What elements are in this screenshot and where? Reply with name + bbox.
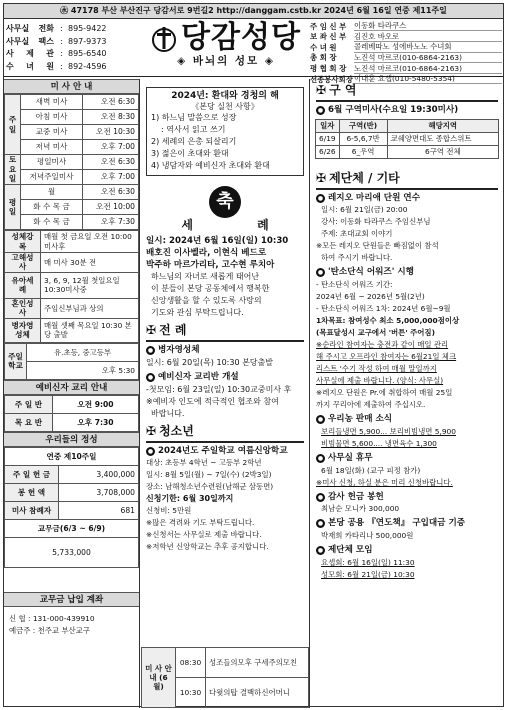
item-title: ● 예비신자 교리반 개설 bbox=[147, 371, 239, 382]
stat-value: 681 bbox=[59, 501, 139, 519]
table-row bbox=[5, 413, 139, 431]
staff-value: 김진호 바오로 bbox=[354, 32, 502, 42]
bullet-icon: ● bbox=[317, 547, 324, 554]
contact-value: 897-9373 bbox=[68, 36, 107, 46]
pre-table bbox=[4, 395, 139, 432]
stat-label: 미사 참례자 bbox=[5, 501, 59, 519]
liturgy-heading: ✠ 전 례 bbox=[146, 323, 187, 338]
cross-icon: ✠ bbox=[146, 423, 157, 438]
mass-name: 평일미사 bbox=[21, 155, 83, 170]
item-line: -첫모임: 6월 23일(일) 10:30교중미사 후 bbox=[146, 384, 292, 394]
mass-group: 주일 bbox=[5, 95, 21, 155]
theme-box bbox=[146, 87, 304, 176]
youth-line: 신청기한: 6월 30일까지 bbox=[146, 494, 234, 504]
table-row bbox=[5, 110, 139, 125]
sacrament-table bbox=[4, 230, 139, 343]
school-name: 유.초등, 중고등부 bbox=[27, 343, 139, 361]
staff-list bbox=[310, 21, 502, 85]
item-line: 바랍니다. bbox=[151, 408, 185, 418]
right-column bbox=[311, 79, 503, 708]
table-row bbox=[5, 125, 139, 140]
item-title: ● 감사 헌금 봉헌 bbox=[317, 491, 384, 502]
mass-time: 오전 6:30 bbox=[83, 155, 139, 170]
table-row bbox=[5, 343, 139, 361]
table-row bbox=[5, 483, 139, 501]
mass-time: 오전 8:30 bbox=[83, 110, 139, 125]
bullet-icon: ● bbox=[317, 520, 324, 528]
mass-group: 평일 bbox=[5, 185, 21, 230]
item-line: 비빔물면 5,600.... 냉면육수 1,300 bbox=[321, 438, 437, 448]
contact-label: 사무실 전화 bbox=[6, 24, 54, 34]
theme-item: 3) 젊은이 초대와 환대 bbox=[151, 149, 229, 159]
area-head: 일자 bbox=[316, 119, 340, 132]
item-line: 보리들냉면 5,900... 보리비빔냉면 5,900 bbox=[321, 426, 456, 436]
bank-title: 교무금 납입 계좌 bbox=[4, 592, 139, 607]
mass-table bbox=[4, 94, 139, 230]
table-row bbox=[5, 140, 139, 155]
address-bar: ㊌ 47178 부산 부산진구 당감서로 9번길2 http://danggam.cstb.kr 2024년 6월 16일 연중 제11주일 bbox=[4, 4, 503, 19]
staff-label: 선종봉사회장 bbox=[310, 74, 353, 84]
groups-heading: ✠ 제단체 / 기타 bbox=[316, 170, 400, 185]
contacts: 사무실 전화 : 895-9422 사무실 팩스 : 897-9373 사 제 관 : 895-6540 수 녀 원 : 892-4596 bbox=[6, 24, 107, 71]
baptism-note: 하느님의 자녀로 새롭게 태어난 bbox=[151, 272, 260, 282]
sacrament-value: 매월 셋째 목요일 10:30 본당 출발 bbox=[41, 318, 139, 342]
youth-line: ※많은 격려와 기도 부탁드립니다. bbox=[146, 518, 255, 528]
table-row bbox=[5, 253, 139, 273]
table-row bbox=[5, 395, 139, 413]
item-line: - 탄소단식 어워즈 기간: bbox=[316, 280, 393, 290]
youth-line: 신청비: 5만원 bbox=[146, 506, 192, 516]
mass-time: 오전 10:30 bbox=[83, 125, 139, 140]
contact-label: 사 제 관 bbox=[6, 49, 54, 59]
area-cell: 6_우역 bbox=[339, 145, 387, 158]
item-line: 일시: 6월 20일(목) 10:30 본당출발 bbox=[146, 357, 273, 367]
table-row bbox=[5, 447, 139, 465]
item-line: 1차목표: 참여성수 최소 5,000,000점이상 bbox=[316, 316, 460, 326]
left-column bbox=[4, 79, 140, 708]
item-line: 해 주시고 오프라인 참여자는 6월21일 체크 bbox=[316, 352, 457, 362]
table-row bbox=[5, 537, 139, 567]
area-cell: 6/19 bbox=[316, 132, 340, 145]
youth-line: 장소: 남해청소년수련원(남해군 삼동면) bbox=[146, 482, 274, 492]
youth-heading: ✠ 청소년 bbox=[146, 423, 194, 438]
parish-title: 당감성당 bbox=[146, 21, 306, 55]
mass-name: 저녁 미사 bbox=[21, 140, 83, 155]
youth-line: ※신청서는 사무실로 제출 바랍니다. bbox=[146, 530, 262, 540]
mass-intention-table bbox=[141, 647, 309, 708]
area-cell: 쿄쉐양면대도 종합스위트 bbox=[387, 132, 498, 145]
title-block bbox=[146, 21, 306, 75]
sacrament-name: 성체강복 bbox=[5, 231, 41, 253]
school-time: 오후 5:30 bbox=[27, 361, 139, 379]
monthly-label: 교무금(6/3 ~ 6/9) bbox=[5, 519, 139, 537]
stat-label: 봉 헌 액 bbox=[5, 483, 59, 501]
middle-column bbox=[141, 79, 310, 708]
staff-value: 노진석 마르코(010-6864-2163) bbox=[354, 53, 502, 63]
baptism-line: 배호진 이사벨라, 이현식 베드로 bbox=[146, 248, 267, 259]
table-row bbox=[5, 185, 139, 200]
item-line: ※순라인 참여자는 충전과 같이 매일 관리 bbox=[316, 340, 449, 350]
staff-label: 평 협 회 장 bbox=[310, 64, 347, 74]
theme-title: 2024년: 환대와 경청의 해 bbox=[171, 91, 279, 101]
baptism-line: 일시: 2024년 6월 16일(일) 10:30 bbox=[146, 236, 289, 247]
sacrament-name: 병자영성체 bbox=[5, 318, 41, 342]
staff-value: 콜레베따노 성에바노노 수녀회 bbox=[354, 42, 502, 52]
item-title: ● 레지오 마리애 단원 연수 bbox=[317, 192, 420, 203]
stats-table bbox=[4, 447, 139, 568]
cross-icon: ✠ bbox=[316, 170, 327, 185]
intention-time: 10:30 bbox=[176, 678, 206, 708]
youth-line: 일시: 8월 5일(월) ~ 7일(수) (2박3일) bbox=[146, 470, 272, 480]
school-group: 주일학교 bbox=[5, 343, 27, 379]
mass-name: 월 bbox=[21, 185, 83, 200]
theme-item: 1) 하느님 말씀으로 성장 bbox=[151, 113, 237, 123]
mass-name: 교중 미사 bbox=[21, 125, 83, 140]
church-logo-icon bbox=[151, 23, 177, 53]
contact-value: 895-9422 bbox=[68, 24, 107, 34]
table-row bbox=[5, 95, 139, 110]
mass-time: 오전 6:30 bbox=[83, 185, 139, 200]
theme-sub: 《본당 실천 사항》 bbox=[191, 102, 259, 112]
item-title: ● 우리농 판매 소식 bbox=[317, 414, 393, 425]
bullet-icon: ● bbox=[317, 416, 324, 424]
item-line: ※예비자 인도에 적극적인 협조와 참여 bbox=[146, 396, 279, 406]
table-row bbox=[5, 200, 139, 215]
item-title: ● 본당 공용 『연도책』 구입대금 기증 bbox=[317, 518, 466, 529]
intention-text: 다윗의탑 결백하신어머니 bbox=[206, 678, 309, 708]
baptism-title: 세 례 bbox=[181, 218, 299, 233]
table-row bbox=[316, 119, 499, 132]
bullet-icon: ● bbox=[147, 447, 154, 455]
mass-time: 오전 10:00 bbox=[83, 200, 139, 215]
mass-title: 미 사 안 내 bbox=[4, 79, 139, 94]
contact-label: 수 녀 원 bbox=[6, 61, 54, 71]
sacrament-value: 3, 6, 9, 12월 첫일요일 10:30미사중 bbox=[41, 272, 139, 298]
table-row bbox=[5, 298, 139, 318]
sacrament-name: 고해성사 bbox=[5, 253, 41, 273]
mass-time: 오후 7:00 bbox=[83, 140, 139, 155]
staff-label: 주 임 신 부 bbox=[310, 21, 347, 31]
item-line: 요셉회: 6월 16일(일) 11:30 bbox=[321, 557, 415, 567]
baptism-section bbox=[141, 186, 309, 233]
header bbox=[4, 19, 503, 84]
staff-label: 수 녀 원 bbox=[310, 42, 337, 52]
item-line: 일시: 6월 21일(금) 20:00 bbox=[321, 205, 408, 215]
bank-line: 신 협 : 131-000-439910 bbox=[9, 613, 95, 623]
area-cell: 6구역 전체 bbox=[387, 145, 498, 158]
item-line: 까지 꾸리아에 제출하여 주십시오. bbox=[316, 400, 426, 410]
bulletin-page bbox=[3, 3, 504, 707]
sacrament-value: 매월 첫 금요일 오전 10:00 미사후 bbox=[41, 231, 139, 253]
item-title: ● 6월 구역미사(수요일 19:30미사) bbox=[317, 105, 459, 115]
bullet-icon: ● bbox=[317, 454, 324, 462]
item-title: ● '탄소단식 어워즈' 시행 bbox=[317, 267, 414, 278]
area-table bbox=[315, 119, 499, 159]
pre-time: 오전 9:00 bbox=[53, 395, 139, 413]
staff-value: 노진석 마르코(010-6864-2163) bbox=[354, 64, 502, 74]
mass-name: 화 수 목 금 bbox=[21, 200, 83, 215]
youth-line: 대상: 초등부 4학년 ~ 고등부 2학년 bbox=[146, 458, 262, 468]
intention-text: 성조들의모후 구세주의모친 bbox=[206, 648, 309, 678]
contact-label: 사무실 팩스 bbox=[6, 36, 54, 46]
contact-value: 895-6540 bbox=[68, 49, 107, 59]
theme-item: 4) 냉담자와 예비신자 초대와 환대 bbox=[151, 161, 270, 171]
item-line: ※모든 레지오 단원들은 빠짐없이 참석 bbox=[316, 241, 439, 251]
item-line: ※레지오 단원은 Pr.에 취합하여 매월 25일 bbox=[316, 388, 453, 398]
pre-day: 주 일 반 bbox=[5, 395, 53, 413]
staff-label: 보 좌 신 부 bbox=[310, 32, 347, 42]
youth-line: ※저학년 신앙학교는 추후 공지합니다. bbox=[146, 542, 269, 552]
sacrament-name: 유아세례 bbox=[5, 272, 41, 298]
baptism-note: 신앙생활을 할 수 있도록 사랑의 bbox=[151, 296, 262, 306]
contact-value: 892-4596 bbox=[68, 61, 107, 71]
mass-name: 화 수 목 금 bbox=[21, 215, 83, 230]
baptism-line: 박주하 마르가리타, 고수현 루치아 bbox=[146, 260, 275, 271]
mass-time: 오후 7:30 bbox=[83, 215, 139, 230]
intention-label: 미 사 안 내 (6월) bbox=[142, 648, 176, 708]
mass-time: 오후 7:00 bbox=[83, 170, 139, 185]
item-line: - 탄소단식 어워즈 1차: 2024년 6월~9월 bbox=[316, 304, 451, 314]
item-line: 성모회: 6월 21일(금) 10:30 bbox=[321, 569, 415, 579]
mass-group: 토요일 bbox=[5, 155, 21, 185]
stat-value: 3,708,000 bbox=[59, 483, 139, 501]
table-row bbox=[5, 318, 139, 342]
area-heading: ✠ 구 역 bbox=[316, 83, 357, 97]
item-title: ● 2024년도 주일학교 여름신앙학교 bbox=[147, 445, 288, 456]
bullet-icon: ● bbox=[317, 269, 324, 277]
stat-label: 주 일 헌 금 bbox=[5, 465, 59, 483]
table-row bbox=[5, 231, 139, 253]
bullet-icon: ● bbox=[317, 493, 324, 501]
bullet-icon: ● bbox=[147, 347, 154, 355]
table-row bbox=[5, 170, 139, 185]
mass-name: 새벽 미사 bbox=[21, 95, 83, 110]
item-line: ※미사 신청, 하실 분은 미리 신청바랍니다. bbox=[316, 477, 453, 487]
item-line: 주제: 초대교회 이야기 bbox=[321, 229, 393, 239]
theme-item: : 역사서 읽고 쓰기 bbox=[161, 125, 226, 135]
table-row bbox=[316, 132, 499, 145]
sacrament-value: 주임신부님과 상의 bbox=[41, 298, 139, 318]
staff-label: 총 회 장 bbox=[310, 53, 337, 63]
area-head: 해당지역 bbox=[387, 119, 498, 132]
table-row bbox=[5, 501, 139, 519]
parish-subtitle: ◈ 바뇌의 성모 ◈ bbox=[177, 55, 275, 67]
item-line: 최남순 모니카 300,000 bbox=[321, 504, 400, 514]
item-line: 하여 주시기 바랍니다. bbox=[321, 253, 393, 263]
item-line: 리스트 '수기 작성 하여 매월 말일까지 bbox=[316, 364, 437, 374]
stat-sub: 연중 제10주일 bbox=[5, 447, 139, 465]
item-line: 사무실에 제출 바랍니다. (양식: 사무실) bbox=[316, 376, 444, 386]
item-line: 6월 18일(화) (교구 피정 참가) bbox=[321, 465, 421, 475]
item-line: 강사: 이동화 타라쿠스 주임신부님 bbox=[321, 217, 431, 227]
pre-time: 오후 7:30 bbox=[53, 413, 139, 431]
sacrament-value: 매 미사 30분 전 bbox=[41, 253, 139, 273]
table-row bbox=[5, 272, 139, 298]
table-row bbox=[5, 519, 139, 537]
staff-value: 이대훈 요셉(010-5480-5354) bbox=[354, 74, 502, 84]
school-table bbox=[4, 343, 139, 380]
item-line: (목표달성시 교구에서 '버튼' 주어짐) bbox=[316, 328, 435, 338]
item-title: ● 사무실 휴무 bbox=[317, 452, 373, 463]
stat-value: 3,400,000 bbox=[59, 465, 139, 483]
cross-icon: ✠ bbox=[316, 83, 327, 97]
item-line: 박재희 카타리나 500,000원 bbox=[321, 531, 414, 541]
mass-time: 오전 6:30 bbox=[83, 95, 139, 110]
table-row bbox=[316, 145, 499, 158]
intention-time: 08:30 bbox=[176, 648, 206, 678]
baptism-note: 이 분들이 본당 공동체에서 행복한 bbox=[151, 284, 270, 294]
item-line: 2024년 6월 ~ 2026년 5월(2년) bbox=[316, 292, 425, 302]
staff-value: 이동화 타라쿠스 bbox=[354, 21, 502, 31]
pre-title: 예비신자 교리 안내 bbox=[4, 380, 139, 395]
monthly-value: 5,733,000 bbox=[5, 537, 139, 567]
baptism-note: 기도와 관심 부탁드립니다. bbox=[151, 308, 244, 318]
table-row bbox=[5, 215, 139, 230]
area-cell: 6-5,6,7반 bbox=[339, 132, 387, 145]
area-cell: 6/26 bbox=[316, 145, 340, 158]
item-title: ● 병자영성체 bbox=[147, 345, 200, 356]
table-row bbox=[5, 155, 139, 170]
bank-line: 예금주 : 천주교 부산교구 bbox=[9, 625, 90, 635]
item-title: ● 제단체 모임 bbox=[317, 545, 373, 556]
mass-name: 아침 미사 bbox=[21, 110, 83, 125]
mass-name: 저녁주일미사 bbox=[21, 170, 83, 185]
cross-icon: ✠ bbox=[146, 323, 157, 338]
table-row bbox=[5, 465, 139, 483]
status-title: 우리들의 정성 bbox=[4, 432, 139, 447]
area-head: 구역(반) bbox=[339, 119, 387, 132]
bullet-icon: ● bbox=[147, 373, 154, 381]
table-row bbox=[142, 648, 309, 678]
celebration-icon: 축 bbox=[209, 186, 241, 218]
bullet-icon: ● bbox=[317, 194, 324, 202]
sacrament-name: 혼인성사 bbox=[5, 298, 41, 318]
pre-day: 목 요 반 bbox=[5, 413, 53, 431]
bullet-icon: ● bbox=[317, 106, 324, 114]
theme-item: 2) 세례의 은총 되살리기 bbox=[151, 137, 237, 147]
